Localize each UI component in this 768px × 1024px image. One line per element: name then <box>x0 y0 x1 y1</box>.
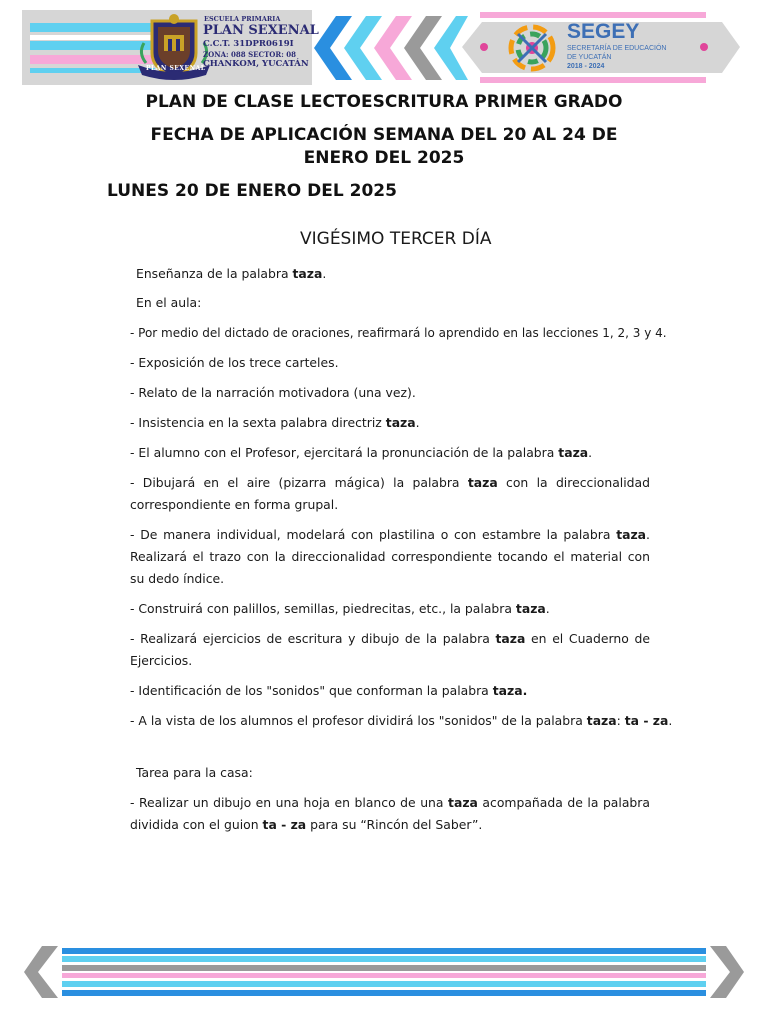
header-chevrons <box>308 12 468 84</box>
list-item: - Identificación de los "sonidos" que conforman la palabra taza. <box>130 683 528 698</box>
list-item: - Por medio del dictado de oraciones, reafirmará lo aprendido en las lecciones 1, 2, 3 y 4. <box>130 326 667 340</box>
list-item: - Construirá con palillos, semillas, piedrecitas, etc., la palabra taza. <box>130 601 550 616</box>
school-zona: ZONA: 088 SECTOR: 08 <box>203 50 296 59</box>
list-item: - Exposición de los trece carteles. <box>130 355 339 370</box>
segey-subtitle-2: DE YUCATÁN <box>567 54 612 61</box>
intro-line: Enseñanza de la palabra taza. <box>136 266 327 281</box>
segey-years: 2018 - 2024 <box>567 63 605 70</box>
lesson-plan-body <box>130 263 673 836</box>
footer-banner <box>22 940 746 1004</box>
application-date-line-2: ENERO DEL 2025 <box>303 148 465 168</box>
list-item: - Insistencia en la sexta palabra directriz taza. <box>130 415 420 430</box>
school-location: CHANKOM, YUCATÁN <box>203 59 309 69</box>
crest-banner-text: PLAN SEXENAL <box>146 65 206 72</box>
school-label-small: ESCUELA PRIMARIA <box>204 15 281 23</box>
homework-item: - Realizar un dibujo en una hoja en blanco de una taza acompañada de la palabra dividida con el guion ta - za para su “Rincón del Saber”. <box>130 795 650 832</box>
list-item: - El alumno con el Profesor, ejercitará la pronunciación de la palabra taza. <box>130 445 593 460</box>
homework-heading: Tarea para la casa: <box>136 765 253 780</box>
page-title: PLAN DE CLASE LECTOESCRITURA PRIMER GRADO <box>145 92 623 112</box>
list-item: - A la vista de los alumnos el profesor dividirá los "sonidos" de la palabra taza: ta - za. <box>130 713 673 728</box>
segey-logo-icon <box>508 24 556 72</box>
segey-subtitle-1: SECRETARÍA DE EDUCACIÓN <box>567 45 667 52</box>
day-date: LUNES 20 DE ENERO DEL 2025 <box>107 181 397 201</box>
list-item: - Relato de la narración motivadora (una vez). <box>130 385 416 400</box>
segey-title: SEGEY <box>567 20 640 43</box>
school-cct: C.C.T. 31DPR0619I <box>203 39 294 49</box>
day-title: VIGÉSIMO TERCER DÍA <box>300 229 492 249</box>
school-name: PLAN SEXENAL <box>203 23 319 38</box>
header-banner <box>22 10 746 85</box>
list-item: - Realizará ejercicios de escritura y dibujo de la palabra taza en el Cuaderno de Ejercicios. <box>130 631 650 668</box>
application-date-line-1: FECHA DE APLICACIÓN SEMANA DEL 20 AL 24 DE <box>150 125 618 145</box>
list-item: - De manera individual, modelará con plastilina o con estambre la palabra taza. Realizará el trazo con la direccionalidad correspondiente tocando el material con su dedo índice. <box>130 527 650 586</box>
school-crest-logo <box>134 13 214 83</box>
classroom-heading: En el aula: <box>136 295 202 310</box>
list-item: - Dibujará en el aire (pizarra mágica) la palabra taza con la direccionalidad correspondiente en forma grupal. <box>130 475 651 512</box>
